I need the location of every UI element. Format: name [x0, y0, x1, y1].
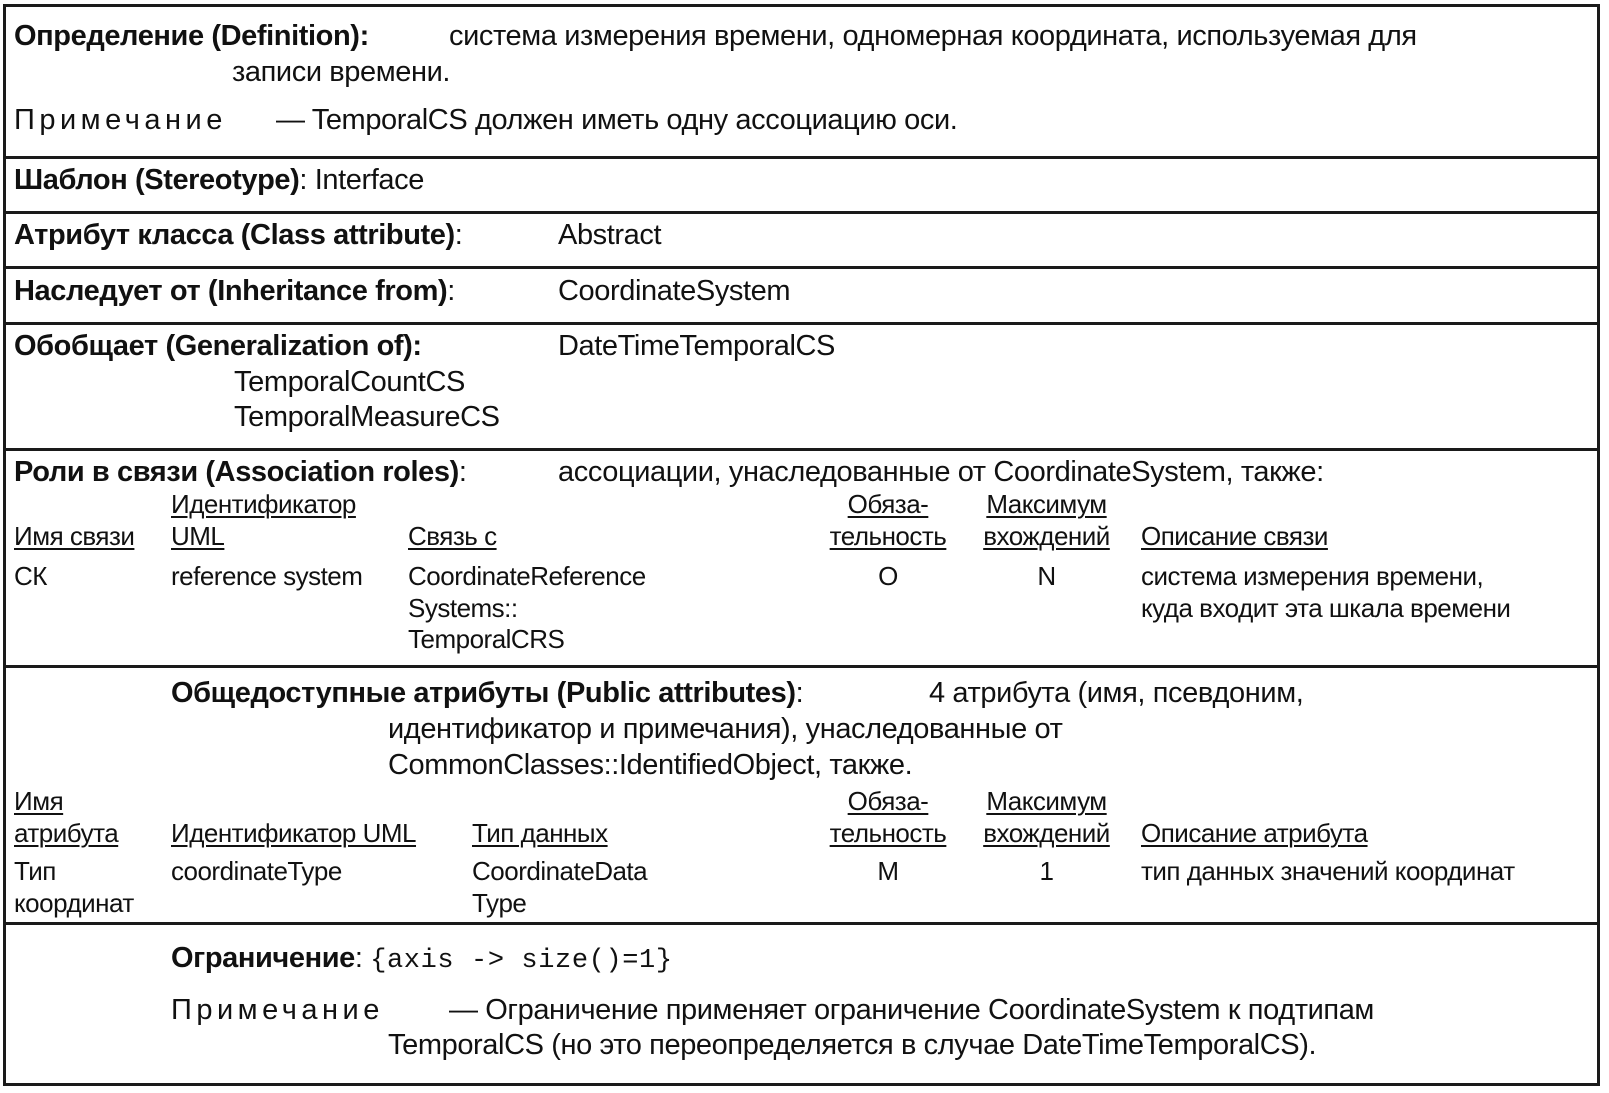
- association-cell-max: N: [1037, 561, 1056, 591]
- class-attribute-label: Атрибут класса (Class attribute): [14, 219, 455, 251]
- attribute-cell-max: 1: [1039, 856, 1054, 886]
- association-roles-row: [6, 448, 1597, 669]
- constraint-note-label: Примечание: [171, 994, 384, 1026]
- association-roles-label: Роли в связи (Association roles): [14, 456, 459, 488]
- association-cell-description: куда входит эта шкала времени: [1141, 593, 1511, 623]
- class-description-table: [3, 4, 1600, 1086]
- association-header-name: Имя связи: [14, 521, 135, 551]
- public-attributes-text: 4 атрибута (имя, псевдоним,: [929, 677, 1304, 709]
- attribute-cell-description: тип данных значений координат: [1141, 856, 1515, 886]
- public-attributes-text: идентификатор и примечания), унаследованные от: [388, 713, 1063, 745]
- public-attributes-label: Общедоступные атрибуты (Public attributes): [171, 677, 796, 709]
- association-header-link: Связь с: [408, 521, 497, 551]
- association-roles-text: ассоциации, унаследованные от CoordinateSystem, также:: [558, 456, 1324, 488]
- constraint-label: Ограничение: [171, 942, 355, 974]
- attribute-cell-name: Тип: [14, 856, 56, 886]
- public-attributes-row: [6, 665, 1597, 926]
- definition-row: [6, 7, 1597, 159]
- stereotype-row: [6, 156, 1597, 215]
- stereotype-label: Шаблон (Stereotype): [14, 164, 300, 196]
- attribute-header-datatype: Тип данных: [472, 818, 608, 848]
- inheritance-row: [6, 266, 1597, 326]
- definition-label: Определение (Definition):: [14, 20, 369, 52]
- public-attributes-text: CommonClasses::IdentifiedObject, также.: [388, 749, 913, 781]
- attribute-cell-uml: coordinateType: [171, 856, 342, 886]
- attribute-cell-obligation: M: [877, 856, 899, 886]
- generalization-row: [6, 322, 1597, 452]
- class-attribute-colon: :: [454, 219, 463, 251]
- attribute-header-uml: Идентификатор UML: [171, 818, 417, 848]
- constraint-field: [171, 941, 673, 978]
- association-cell-link: Systems::: [408, 593, 518, 623]
- constraint-note-text: TemporalCS (но это переопределяется в случае DateTimeTemporalCS).: [388, 1029, 1317, 1061]
- association-cell-name: СК: [14, 561, 47, 591]
- association-cell-description: система измерения времени,: [1141, 561, 1484, 591]
- public-attributes-field: [171, 676, 803, 710]
- inheritance-value: CoordinateSystem: [558, 275, 791, 307]
- definition-note-text: — TemporalCS должен иметь одну ассоциацию оси.: [276, 104, 958, 136]
- association-header-obligation: Обяза-: [847, 489, 929, 519]
- class-attribute-row: [6, 211, 1597, 270]
- association-header-uml: Идентификатор: [171, 489, 356, 519]
- generalization-label: Обобщает (Generalization of):: [14, 330, 422, 362]
- stereotype-colon: :: [299, 164, 308, 196]
- generalization-value: TemporalCountCS: [234, 366, 465, 398]
- attribute-header-description: Описание атрибута: [1141, 818, 1368, 848]
- association-header-description: Описание связи: [1141, 521, 1328, 551]
- association-header-max: вхождений: [983, 521, 1110, 551]
- inheritance-colon: :: [447, 275, 455, 307]
- attribute-header-max: вхождений: [983, 818, 1110, 848]
- stereotype-field: [14, 163, 424, 197]
- constraint-colon: :: [354, 942, 363, 974]
- association-roles-colon: :: [458, 456, 467, 488]
- association-cell-obligation: O: [878, 561, 898, 591]
- association-roles-field: [14, 455, 467, 489]
- public-attributes-colon: :: [795, 677, 804, 709]
- association-cell-uml: reference system: [171, 561, 363, 591]
- definition-text-continued: записи времени.: [232, 56, 451, 88]
- association-header-max: Максимум: [986, 489, 1107, 519]
- class-attribute-value: Abstract: [558, 219, 662, 251]
- constraint-note-text: — Ограничение применяет ограничение CoordinateSystem к подтипам: [449, 994, 1374, 1026]
- generalization-value: DateTimeTemporalCS: [558, 330, 835, 362]
- generalization-value: TemporalMeasureCS: [234, 401, 500, 433]
- stereotype-value: Interface: [314, 164, 424, 196]
- attribute-cell-name: координат: [14, 888, 134, 918]
- association-cell-link: CoordinateReference: [408, 561, 646, 591]
- association-header-uml: UML: [171, 521, 225, 551]
- attribute-header-max: Максимум: [986, 786, 1107, 816]
- attribute-header-obligation: Обяза-: [847, 786, 929, 816]
- attribute-header-name: атрибута: [14, 818, 119, 848]
- association-header-obligation: тельность: [829, 521, 947, 551]
- definition-text: система измерения времени, одномерная координата, используемая для: [449, 20, 1417, 52]
- inheritance-label: Наследует от (Inheritance from): [14, 275, 448, 307]
- attribute-header-name: Имя: [14, 786, 64, 816]
- definition-note-label: Примечание: [14, 104, 227, 136]
- attribute-cell-datatype: Type: [472, 888, 527, 918]
- association-cell-link: TemporalCRS: [408, 624, 565, 654]
- class-attribute-field: [14, 218, 462, 252]
- attribute-header-obligation: тельность: [829, 818, 947, 848]
- inheritance-field: [14, 274, 455, 308]
- constraint-row: [6, 922, 1597, 1086]
- attribute-cell-datatype: CoordinateData: [472, 856, 648, 886]
- constraint-expression: {axis -> size()=1}: [370, 946, 673, 976]
